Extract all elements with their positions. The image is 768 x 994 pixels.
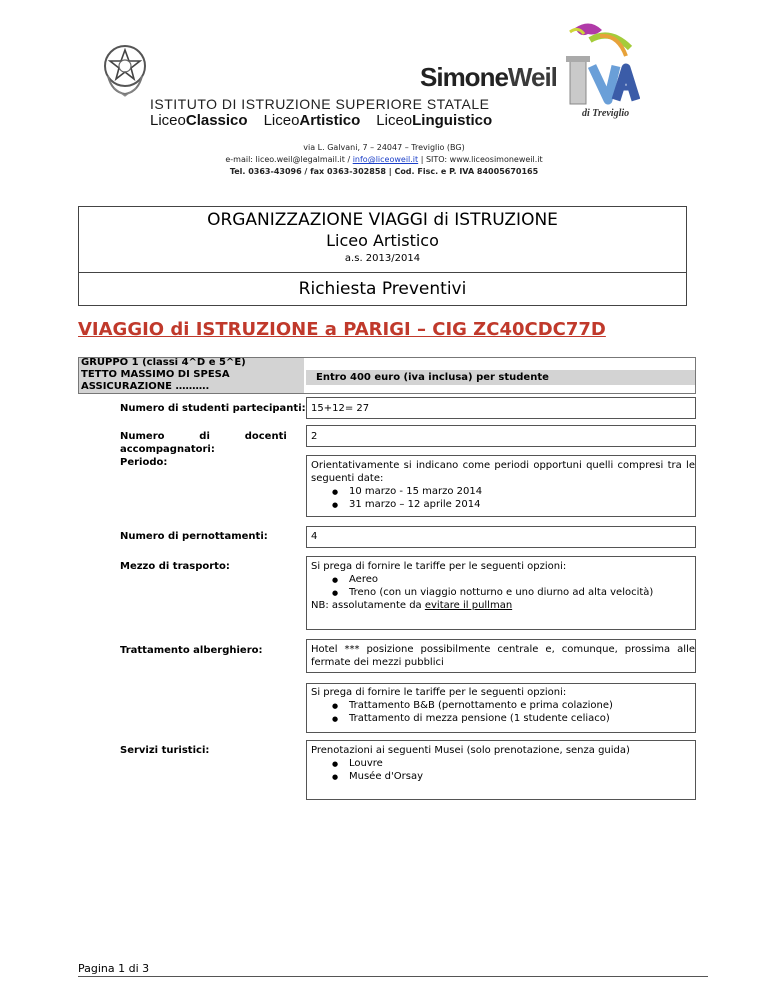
transport-value: Si prega di fornire le tariffe per le seguenti opzioni: ● Aereo ● Treno (con un viaggio notturno e uno diurno ad alta velocità) NB: assolutamente da evitare il pullman <box>311 560 695 612</box>
transport-nb: NB: assolutamente da evitare il pullman <box>311 600 513 611</box>
doc-title: ORGANIZZAZIONE VIAGGI di ISTRUZIONE <box>207 210 558 230</box>
logo-text-simone: Simone <box>420 62 508 92</box>
services-item: ● Louvre <box>349 757 695 770</box>
teachers-label-2: accompagnatori: <box>120 444 215 455</box>
school-logo-art-icon <box>530 18 640 108</box>
period-item: ● 31 marzo – 12 aprile 2014 <box>349 498 695 511</box>
logo-text-weil: Weil <box>507 62 557 92</box>
hotel-item: ● Trattamento di mezza pensione (1 studente celiaco) <box>349 712 695 725</box>
period-item: ● 10 marzo - 15 marzo 2014 <box>349 485 695 498</box>
nights-value: 4 <box>311 531 318 542</box>
address-line: via L. Galvani, 7 – 24047 – Treviglio (BG) <box>303 143 465 152</box>
contact-line: e-mail: liceo.weil@legalmail.it / info@liceoweil.it | SITO: www.liceosimoneweil.it <box>225 155 543 164</box>
insurance-label: ASSICURAZIONE ………. <box>78 381 304 393</box>
hotel-value: Hotel *** posizione possibilmente centrale e, comunque, prossima alle fermate dei mezzi pubblici <box>311 644 695 668</box>
services-value: Prenotazioni ai seguenti Musei (solo prenotazione, senza guida) ● Louvre ● Musée d'Orsay <box>311 744 695 783</box>
services-item: ● Musée d'Orsay <box>349 770 695 783</box>
students-label: Numero di studenti partecipanti: <box>120 403 306 414</box>
students-value: 15+12= 27 <box>311 403 370 414</box>
group-label: GRUPPO 1 (classi 4^D e 5^E) <box>78 357 304 369</box>
logo-city: di Treviglio <box>582 108 630 119</box>
trip-title: VIAGGIO di ISTRUZIONE a PARIGI – CIG ZC40CDC77D <box>78 319 606 340</box>
period-label: Periodo: <box>120 457 168 468</box>
page-number: Pagina 1 di 3 <box>78 962 150 975</box>
budget-label: TETTO MASSIMO DI SPESA <box>78 369 304 381</box>
period-value: Orientativamente si indicano come periodi opportuni quelli compresi tra le seguenti date: ● 10 marzo - 15 marzo 2014 ● 31 marzo – 12 aprile 2014 <box>311 459 695 511</box>
teachers-value: 2 <box>311 431 318 442</box>
hotel-item: ● Trattamento B&B (pernottamento e prima colazione) <box>349 699 695 712</box>
title-box <box>78 206 687 306</box>
transport-label: Mezzo di trasporto: <box>120 561 230 572</box>
doc-subtitle: Liceo Artistico <box>326 231 439 250</box>
teachers-label: Numero di docenti <box>120 431 287 442</box>
email-link[interactable]: info@liceoweil.it <box>352 155 419 164</box>
transport-item: ● Treno (con un viaggio notturno e uno diurno ad alta velocità) <box>349 586 695 599</box>
hotel-options: Si prega di fornire le tariffe per le seguenti opzioni: ● Trattamento B&B (pernottamento e prima colazione) ● Trattamento di mezza pensione (1 studente celiaco) <box>311 686 695 725</box>
budget-value: Entro 400 euro (iva inclusa) per studente <box>306 370 696 385</box>
school-year: a.s. 2013/2014 <box>344 253 421 264</box>
licei-list: LiceoClassico LiceoArtistico LiceoLinguistico <box>150 112 493 129</box>
footer-divider <box>78 976 708 977</box>
phone-line: Tel. 0363-43096 / fax 0363-302858 | Cod. Fisc. e P. IVA 84005670165 <box>229 167 539 176</box>
transport-item: ● Aereo <box>349 573 695 586</box>
hotel-label: Trattamento alberghiero: <box>120 645 263 656</box>
italian-republic-emblem-icon <box>100 40 150 98</box>
request-title: Richiesta Preventivi <box>298 279 467 299</box>
services-label: Servizi turistici: <box>120 745 210 756</box>
nights-label: Numero di pernottamenti: <box>120 531 268 542</box>
school-name: ISTITUTO DI ISTRUZIONE SUPERIORE STATALE <box>150 96 490 112</box>
